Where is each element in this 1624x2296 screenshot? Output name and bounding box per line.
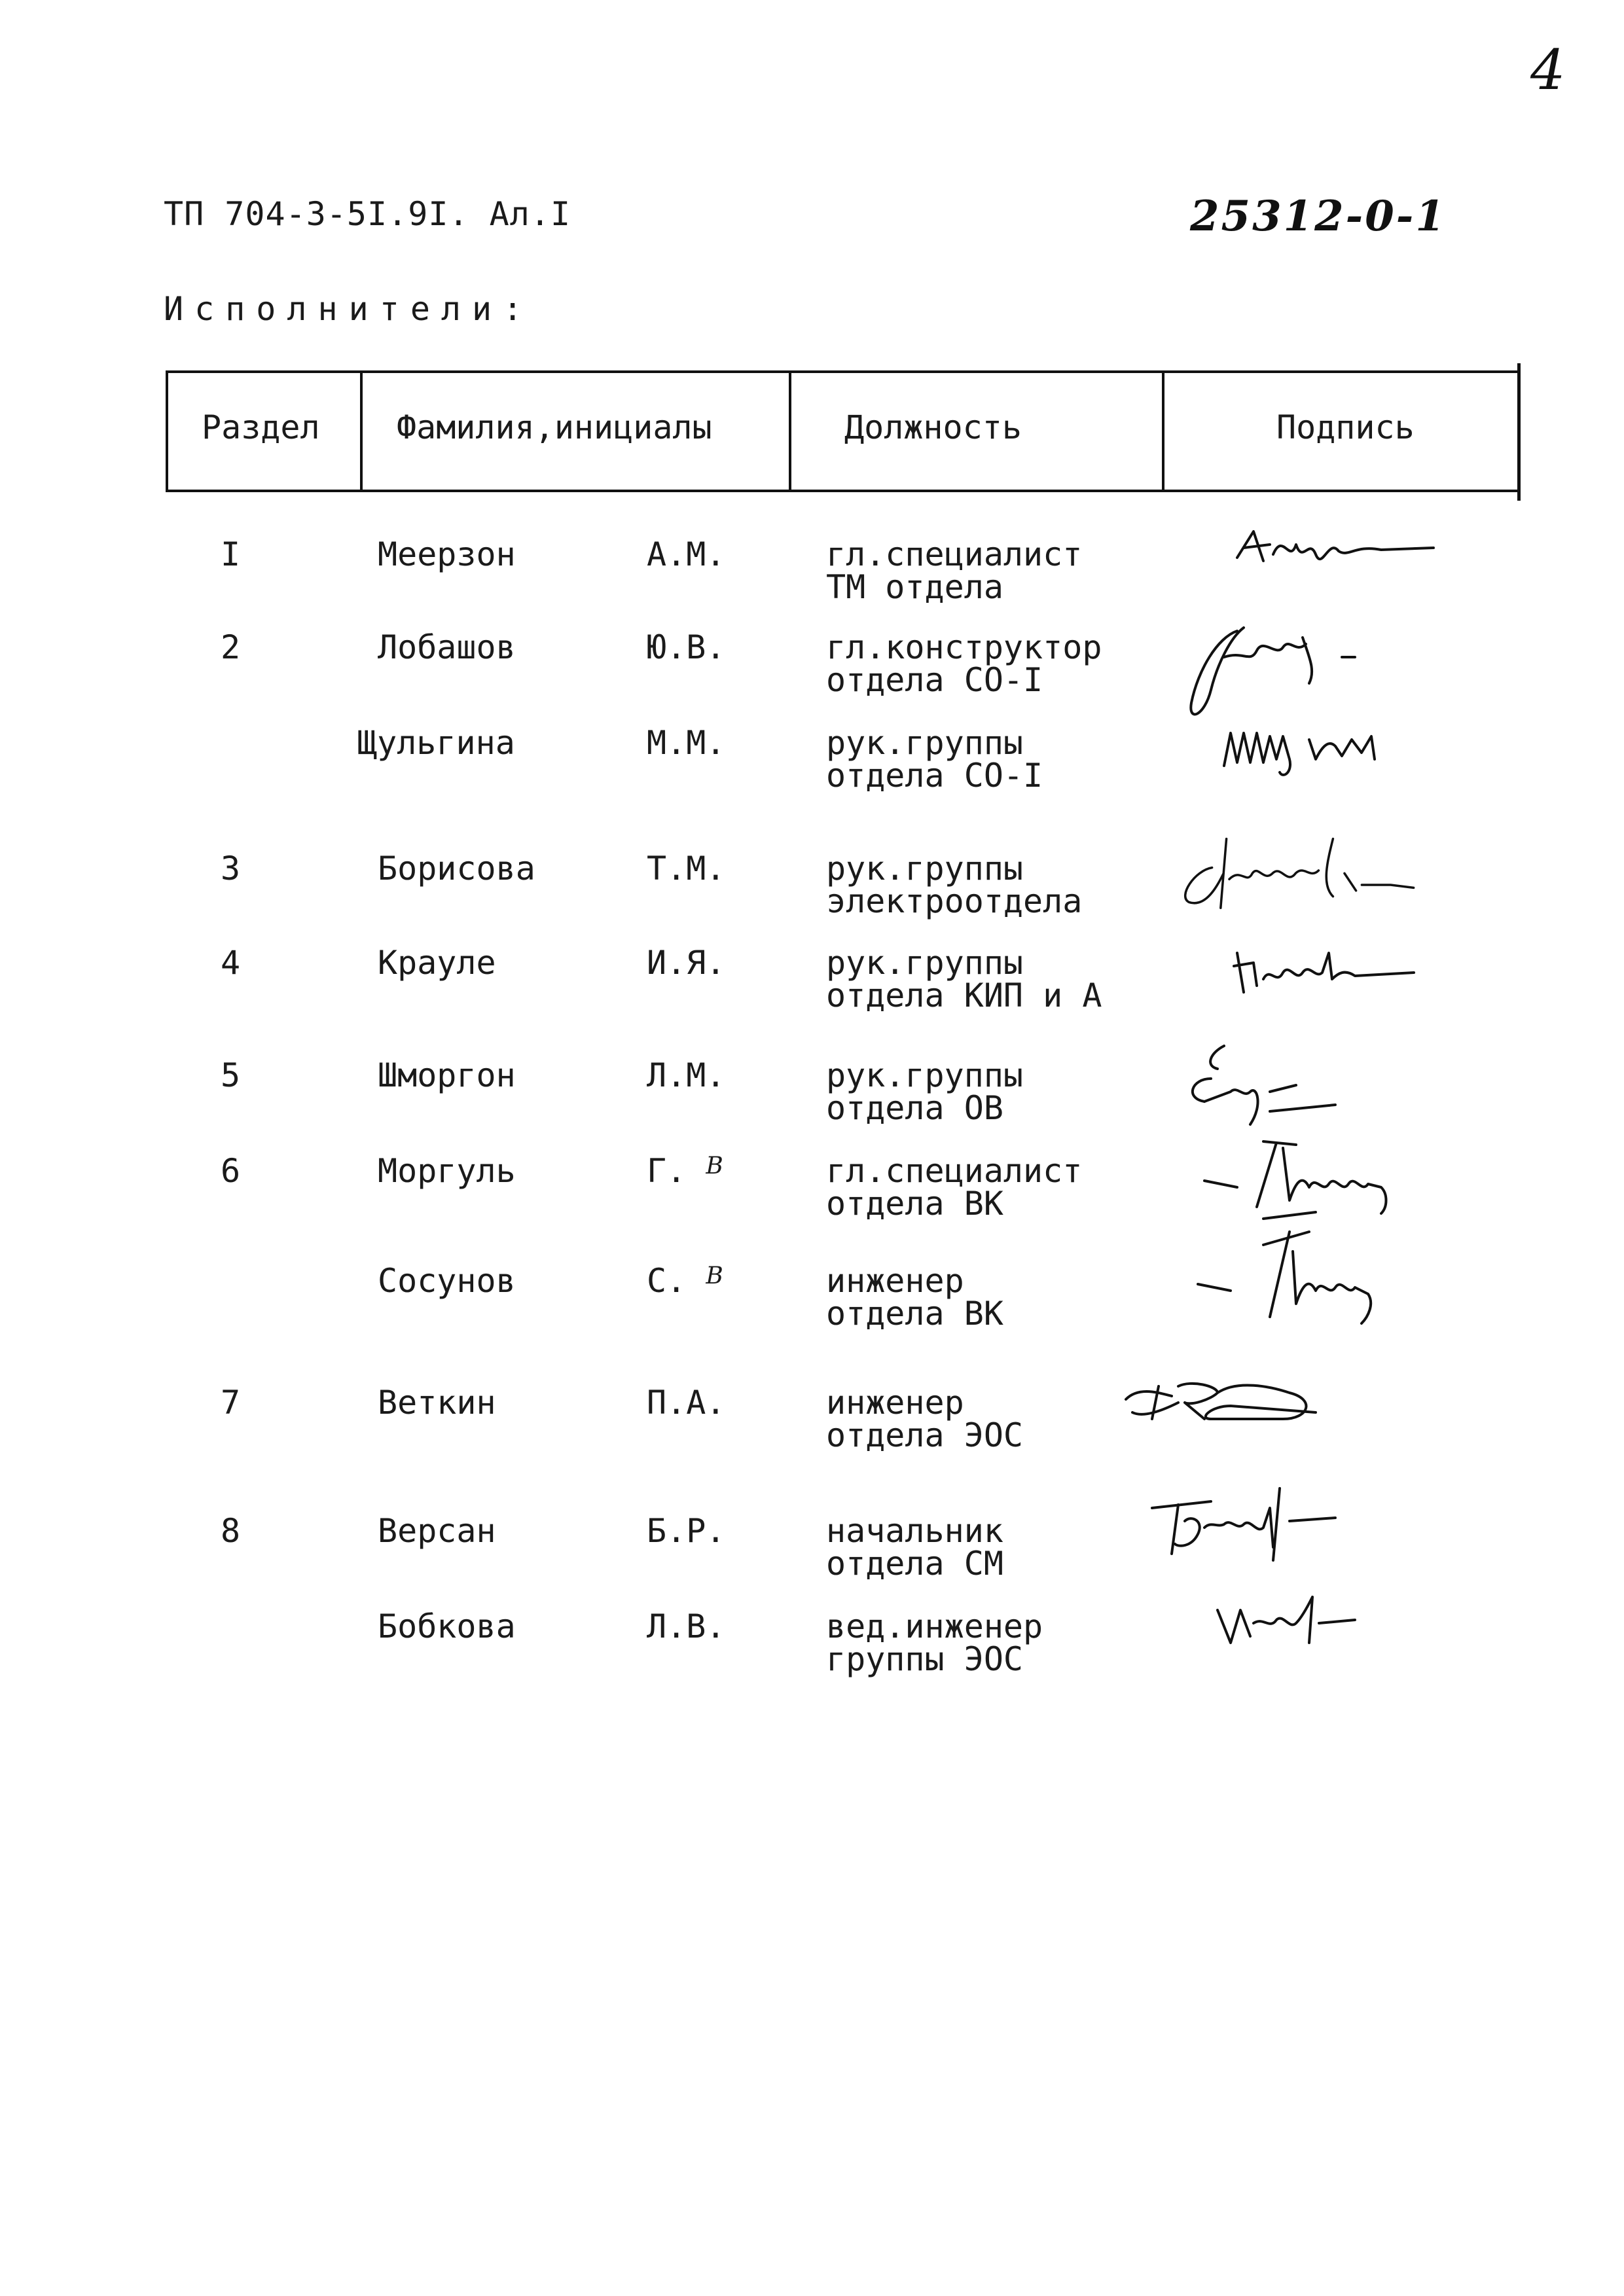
- header-name: Фамилия,инициалы: [397, 408, 712, 446]
- table-row: [0, 628, 1624, 699]
- table-row: [0, 850, 1624, 920]
- initials: Л.М.: [647, 1056, 726, 1094]
- signature: [1211, 707, 1499, 792]
- section-number: 7: [221, 1384, 241, 1422]
- surname: Веткин: [378, 1384, 496, 1422]
- archive-number: 25312-0-1: [1190, 192, 1447, 241]
- table-row: [0, 944, 1624, 1014]
- initials: С. $^В$: [647, 1262, 723, 1300]
- table-row: [0, 535, 1624, 606]
- surname: Шморгон: [378, 1056, 516, 1094]
- signature: [1191, 1206, 1479, 1350]
- section-number: 5: [221, 1056, 241, 1094]
- section-number: 3: [221, 850, 241, 888]
- table-row: [0, 1607, 1624, 1678]
- position: инженер отдела ВК: [826, 1262, 1003, 1333]
- initials: Б.Р.: [647, 1512, 726, 1550]
- table-row: [0, 1056, 1624, 1127]
- signature: [1204, 1584, 1492, 1669]
- position: рук.группы отдела СО-I: [826, 724, 1043, 795]
- position: рук.группы отдела КИП и А: [826, 944, 1102, 1014]
- position: начальник отдела СМ: [826, 1512, 1003, 1583]
- surname: Версан: [378, 1512, 496, 1550]
- position: вед.инженер группы ЭОС: [826, 1607, 1043, 1678]
- document-code: ТП 704-3-5I.9I. Ал.I: [164, 195, 571, 233]
- surname: Сосунов: [378, 1262, 516, 1300]
- position: инженер отдела ЭОС: [826, 1384, 1024, 1454]
- position: гл.конструктор отдела СО-I: [826, 628, 1102, 699]
- initials: А.М.: [647, 535, 726, 573]
- section-number: I: [221, 535, 241, 573]
- initials: Л.В.: [647, 1607, 726, 1645]
- surname: Меерзон: [378, 535, 516, 573]
- page-number: 4: [1530, 38, 1566, 102]
- surname: Лобашов: [378, 628, 516, 666]
- surname: Борисова: [378, 850, 535, 888]
- surname: Щульгина: [357, 724, 515, 762]
- position: гл.специалист ТМ отдела: [826, 535, 1083, 606]
- surname: Крауле: [378, 944, 496, 982]
- performers-heading: Исполнители:: [164, 290, 534, 328]
- signature: [1119, 1367, 1407, 1452]
- header-position: Должность: [844, 408, 1022, 446]
- section-number: 6: [221, 1152, 241, 1190]
- initials: П.А.: [647, 1384, 726, 1422]
- signature: [1172, 833, 1460, 937]
- position: рук.группы отдела ОВ: [826, 1056, 1024, 1127]
- signature: [1172, 1039, 1460, 1144]
- section-number: 8: [221, 1512, 241, 1550]
- table-row: [0, 724, 1624, 795]
- initials: И.Я.: [647, 944, 726, 982]
- table-row: [0, 1384, 1624, 1454]
- header-section: Раздел: [202, 408, 320, 446]
- initials: Т.М.: [647, 850, 726, 888]
- initials: Г. $^В$: [647, 1152, 723, 1190]
- signature: [1139, 1482, 1427, 1587]
- initials: М.М.: [647, 724, 726, 762]
- header-signature: Подпись: [1276, 408, 1415, 446]
- signature: [1224, 927, 1512, 1012]
- initials: Ю.В.: [647, 628, 726, 666]
- position: рук.группы электроотдела: [826, 850, 1083, 920]
- surname: Моргуль: [378, 1152, 516, 1190]
- position: гл.специалист отдела ВК: [826, 1152, 1083, 1223]
- section-number: 4: [221, 944, 241, 982]
- section-number: 2: [221, 628, 241, 666]
- signature: [1224, 518, 1512, 603]
- surname: Бобкова: [378, 1607, 516, 1645]
